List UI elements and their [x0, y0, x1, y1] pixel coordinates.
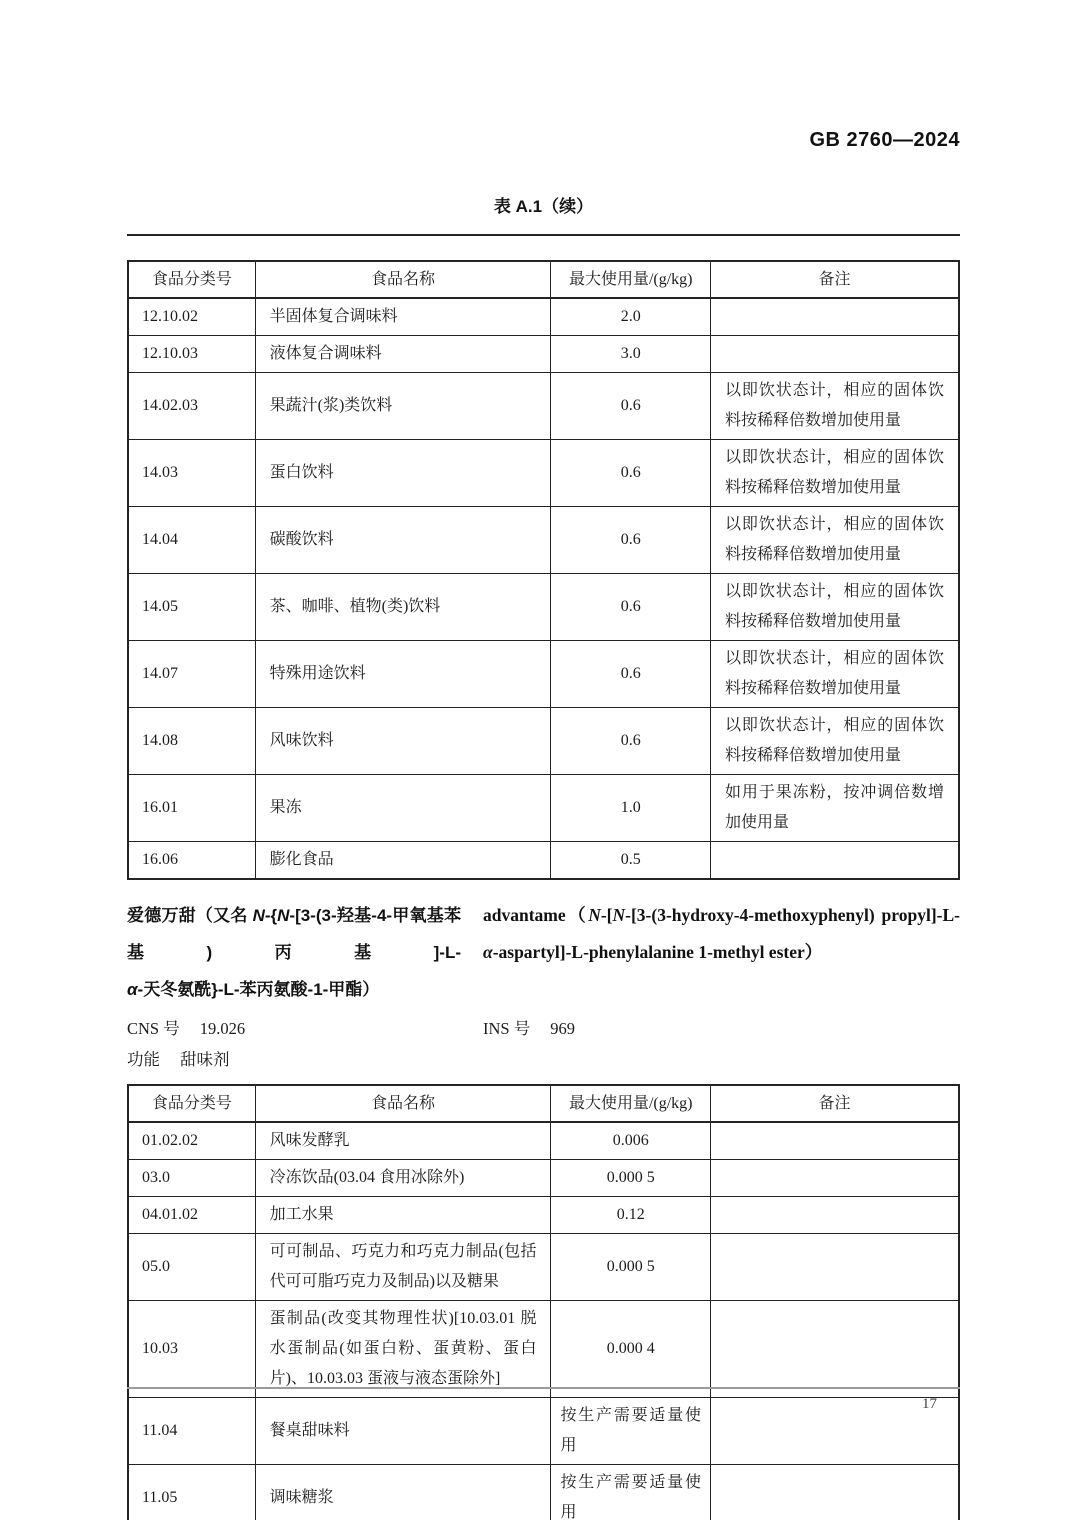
- cell-food-code: 11.05: [128, 1465, 255, 1520]
- cell-max-usage: 0.12: [551, 1197, 711, 1234]
- cell-food-code: 14.04: [128, 507, 255, 574]
- cell-food-name: 液体复合调味料: [255, 336, 551, 373]
- function-label: 功能: [127, 1050, 160, 1069]
- cell-max-usage: 0.000 5: [551, 1160, 711, 1197]
- footer-rule: [127, 1387, 960, 1389]
- table-row: [128, 336, 959, 373]
- cell-note: [711, 298, 959, 336]
- cell-note: [711, 1197, 959, 1234]
- chemical-symbol: α: [127, 980, 138, 999]
- column-header: 备注: [711, 261, 959, 298]
- cell-note: [711, 1465, 959, 1520]
- name-text: -aspartyl]-L-phenylalanine 1-methyl ester）: [492, 942, 823, 962]
- table-row: [128, 842, 959, 880]
- function-value: 甜味剂: [180, 1050, 230, 1069]
- name-text: -{: [264, 906, 278, 925]
- chemical-symbol: N: [277, 906, 290, 925]
- table-row: [128, 641, 959, 708]
- table-row: [128, 1122, 959, 1160]
- cell-max-usage: 0.5: [551, 842, 711, 880]
- chemical-symbol: N: [252, 906, 265, 925]
- cell-max-usage: 0.000 5: [551, 1234, 711, 1301]
- column-header: 食品分类号: [128, 1085, 255, 1122]
- cell-food-code: 11.04: [128, 1398, 255, 1465]
- cell-food-code: 16.01: [128, 775, 255, 842]
- ins-entry: [483, 1013, 575, 1044]
- cns-label: CNS 号: [127, 1019, 180, 1038]
- cell-food-code: 12.10.03: [128, 336, 255, 373]
- cell-note: [711, 336, 959, 373]
- cell-food-name: 果蔬汁(浆)类饮料: [255, 373, 551, 440]
- cell-max-usage: 0.000 4: [551, 1301, 711, 1398]
- cell-max-usage: 0.6: [551, 574, 711, 641]
- cell-max-usage: 按生产需要适量使用: [551, 1398, 711, 1465]
- cell-food-code: 10.03: [128, 1301, 255, 1398]
- table-row: [128, 708, 959, 775]
- cell-max-usage: 2.0: [551, 298, 711, 336]
- cell-food-code: 14.07: [128, 641, 255, 708]
- table-row: [128, 775, 959, 842]
- cell-food-name: 特殊用途饮料: [255, 641, 551, 708]
- cell-food-code: 01.02.02: [128, 1122, 255, 1160]
- cell-food-code: 12.10.02: [128, 298, 255, 336]
- table-row: [128, 574, 959, 641]
- cell-food-name: 风味发酵乳: [255, 1122, 551, 1160]
- cns-value: 19.026: [199, 1019, 246, 1038]
- table-header-row: [128, 261, 959, 298]
- cell-food-name: 风味饮料: [255, 708, 551, 775]
- cell-food-name: 半固体复合调味料: [255, 298, 551, 336]
- table-row: [128, 1465, 959, 1520]
- name-text: -[3-(3-hydroxy-4-methoxyphenyl) propyl]-L-: [625, 905, 960, 925]
- cell-max-usage: 1.0: [551, 775, 711, 842]
- additive-ids-row: [127, 1013, 960, 1044]
- cell-food-name: 碳酸饮料: [255, 507, 551, 574]
- cell-food-name: 蛋制品(改变其物理性状)[10.03.01 脱水蛋制品(如蛋白粉、蛋黄粉、蛋白片)、10.03.03 蛋液与液态蛋除外]: [255, 1301, 551, 1398]
- cell-food-code: 14.03: [128, 440, 255, 507]
- cell-food-code: 14.02.03: [128, 373, 255, 440]
- cell-note: 以即饮状态计，相应的固体饮料按稀释倍数增加使用量: [711, 708, 959, 775]
- table-row: [128, 440, 959, 507]
- function-entry: [127, 1044, 960, 1075]
- additive-name-en: [483, 897, 960, 1008]
- cell-food-name: 餐桌甜味料: [255, 1398, 551, 1465]
- additive-entry: [127, 897, 960, 1075]
- cell-max-usage: 0.6: [551, 507, 711, 574]
- cell-note: [711, 1122, 959, 1160]
- cell-note: [711, 842, 959, 880]
- cell-food-name: 蛋白饮料: [255, 440, 551, 507]
- cell-food-code: 04.01.02: [128, 1197, 255, 1234]
- name-text: -[3-(3-羟基-4-甲氧基苯基)丙基]-L-: [127, 906, 461, 962]
- cell-note: 以即饮状态计，相应的固体饮料按稀释倍数增加使用量: [711, 574, 959, 641]
- column-header: 食品名称: [255, 261, 551, 298]
- cell-food-name: 果冻: [255, 775, 551, 842]
- cell-note: [711, 1234, 959, 1301]
- cell-note: 以即饮状态计，相应的固体饮料按稀释倍数增加使用量: [711, 373, 959, 440]
- name-text: -天冬氨酰}-L-苯丙氨酸-1-甲酯）: [137, 980, 380, 999]
- cell-max-usage: 0.6: [551, 641, 711, 708]
- cell-max-usage: 0.6: [551, 373, 711, 440]
- cell-food-name: 膨化食品: [255, 842, 551, 880]
- name-text: 爱德万甜（又名: [127, 906, 253, 925]
- standard-code: GB 2760—2024: [809, 129, 960, 151]
- cell-food-name: 冷冻饮品(03.04 食用冰除外): [255, 1160, 551, 1197]
- table-row: [128, 507, 959, 574]
- title-rule: [127, 234, 960, 236]
- table-row: [128, 1398, 959, 1465]
- cns-entry: [127, 1013, 483, 1044]
- table-header-row: [128, 1085, 959, 1122]
- table-row: [128, 298, 959, 336]
- cell-food-code: 14.08: [128, 708, 255, 775]
- column-header: 最大使用量/(g/kg): [551, 1085, 711, 1122]
- table-row: [128, 373, 959, 440]
- cell-note: [711, 1301, 959, 1398]
- column-header: 备注: [711, 1085, 959, 1122]
- cell-max-usage: 0.6: [551, 708, 711, 775]
- name-text: advantame（: [483, 905, 589, 925]
- ins-value: 969: [550, 1019, 575, 1038]
- chemical-symbol: α: [483, 942, 493, 962]
- usage-table-1: [127, 260, 960, 880]
- column-header: 最大使用量/(g/kg): [551, 261, 711, 298]
- column-header: 食品名称: [255, 1085, 551, 1122]
- page-number: 17: [922, 1396, 937, 1412]
- table-row: [128, 1197, 959, 1234]
- usage-table-2: [127, 1084, 960, 1520]
- chemical-symbol: N: [612, 905, 626, 925]
- table-row: [128, 1160, 959, 1197]
- cell-note: 以即饮状态计，相应的固体饮料按稀释倍数增加使用量: [711, 440, 959, 507]
- cell-max-usage: 按生产需要适量使用: [551, 1465, 711, 1520]
- cell-food-code: 14.05: [128, 574, 255, 641]
- table-title: 表 A.1（续）: [493, 197, 594, 216]
- cell-note: 以即饮状态计，相应的固体饮料按稀释倍数增加使用量: [711, 641, 959, 708]
- cell-food-code: 03.0: [128, 1160, 255, 1197]
- additive-name-cn: [127, 897, 461, 1008]
- cell-food-name: 调味糖浆: [255, 1465, 551, 1520]
- cell-note: 以即饮状态计，相应的固体饮料按稀释倍数增加使用量: [711, 507, 959, 574]
- cell-max-usage: 0.006: [551, 1122, 711, 1160]
- cell-food-code: 05.0: [128, 1234, 255, 1301]
- cell-food-name: 加工水果: [255, 1197, 551, 1234]
- chemical-symbol: N: [588, 905, 601, 925]
- cell-food-code: 16.06: [128, 842, 255, 880]
- cell-food-name: 茶、咖啡、植物(类)饮料: [255, 574, 551, 641]
- cell-max-usage: 3.0: [551, 336, 711, 373]
- column-header: 食品分类号: [128, 261, 255, 298]
- cell-note: 如用于果冻粉，按冲调倍数增加使用量: [711, 775, 959, 842]
- cell-note: [711, 1160, 959, 1197]
- name-text: -[: [600, 905, 613, 925]
- table-row: [128, 1234, 959, 1301]
- table-row: [128, 1301, 959, 1398]
- additive-name-row: [127, 897, 960, 1008]
- ins-label: INS 号: [483, 1019, 531, 1038]
- cell-max-usage: 0.6: [551, 440, 711, 507]
- cell-food-name: 可可制品、巧克力和巧克力制品(包括代可可脂巧克力及制品)以及糖果: [255, 1234, 551, 1301]
